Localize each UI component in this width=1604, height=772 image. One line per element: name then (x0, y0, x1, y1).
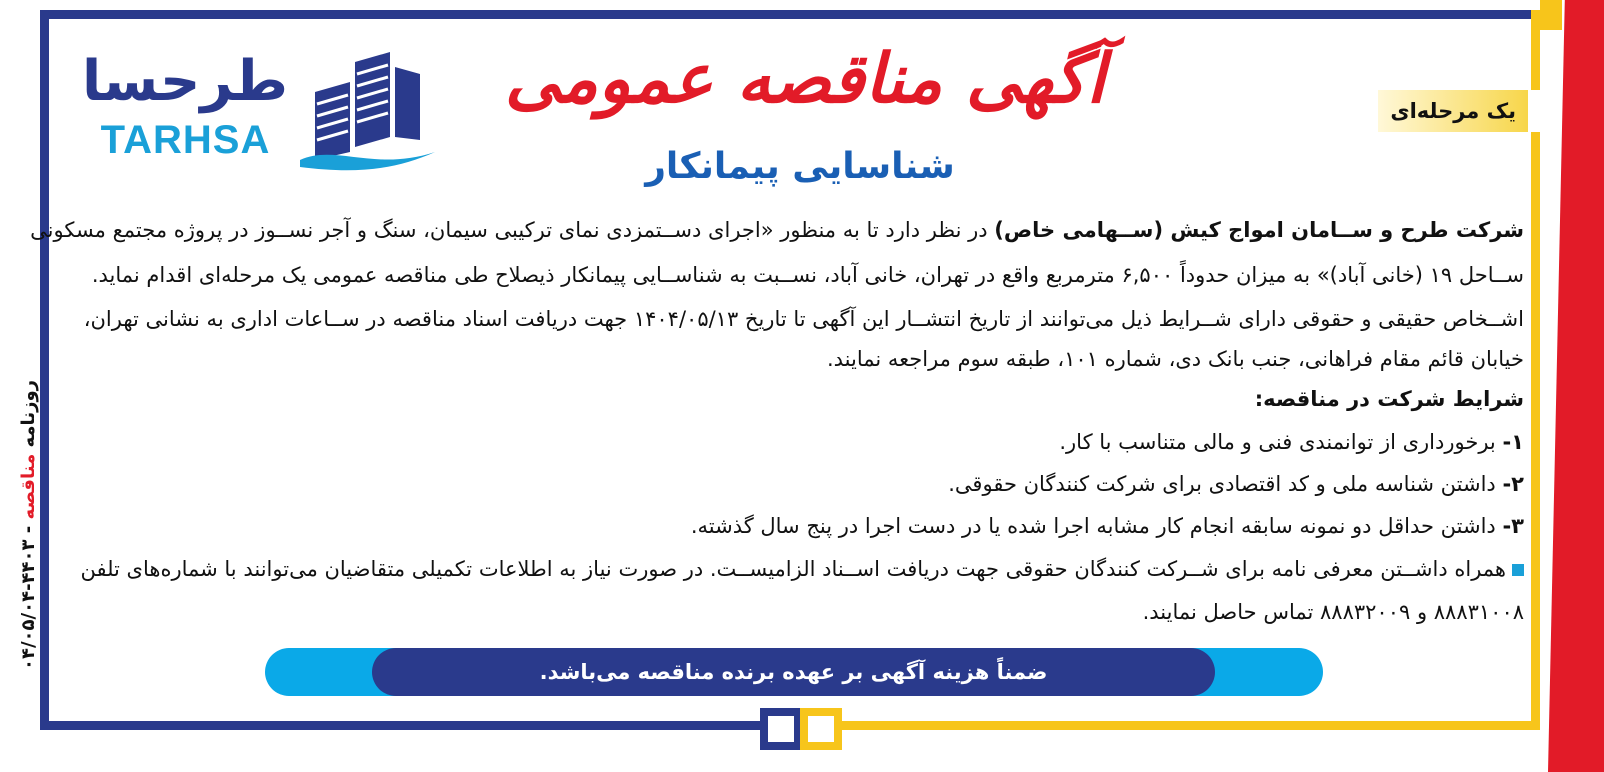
newspaper-side-caption (18, 290, 58, 670)
condition-2-number: ۲- (1502, 472, 1524, 496)
frame-right-top (1531, 10, 1540, 90)
footer-note: ضمناً هزینه آگهی بر عهده برنده مناقصه می‌باشد. (539, 660, 1048, 684)
company-name: شرکت طرح و ســامان امواج کیش (ســهامی خاص) (994, 218, 1524, 242)
yellow-square-ornament (800, 708, 842, 750)
paragraph-1-text: در نظر دارد تا به منظور «اجرای دســتمزدی نمای ترکیبی سیمان، سنگ و آجر نســوز در پروژه مجتمع مسکونی (30, 218, 995, 242)
blue-square-ornament (760, 708, 802, 750)
red-side-band (1548, 0, 1604, 772)
condition-2 (948, 472, 1524, 496)
condition-3-number: ۳- (1502, 514, 1524, 538)
condition-1-number: ۱- (1502, 430, 1524, 454)
note-line-1-text: همراه داشــتن معرفی نامه برای شــرکت کنندگان حقوقی جهت دریافت اســناد الزامیســت. در صورت نیاز به اطلاعات تکمیلی متقاضیان می‌توانند با شماره‌های تلفن (80, 557, 1506, 581)
side-issue: - ۴۴۰۳-۰۴/۰۵/۰۴ (18, 519, 39, 670)
paragraph-line-3: اشــخاص حقیقی و حقوقی دارای شــرایط ذیل می‌توانند از تاریخ انتشــار این آگهی تا تاریخ ۱۴۰۴/۰۵/۱۳ جهت دریافت اسناد مناقصه در ســاعات اداری به نشانی تهران، (83, 307, 1524, 331)
paragraph-line-2: ســاحل ۱۹ (خانی آباد)» به میزان حدوداً ۶,۵۰۰ مترمربع واقع در تهران، خانی آباد، نســبت به شناســایی پیمانکار ذیصلاح طی مناقصه عمومی یک مرحله‌ای اقدام نماید. (91, 263, 1524, 287)
note-line-2: ۸۸۸۳۱۰۰۸ و ۸۸۸۳۲۰۰۹ تماس حاصل نمایند. (1142, 600, 1524, 624)
frame-right (1531, 132, 1540, 730)
condition-3 (691, 514, 1524, 538)
page-subtitle: شناسایی پیمانکار (645, 146, 955, 187)
yellow-corner (1540, 0, 1562, 30)
square-bullet-icon (1512, 564, 1524, 576)
page-title: آگهی مناقصه عمومی (504, 40, 1106, 119)
logo-persian-text: طرحسا (82, 49, 288, 114)
frame-bottom-right (835, 721, 1540, 730)
paragraph-line-1 (30, 218, 1524, 242)
stage-badge (1378, 90, 1528, 132)
paragraph-line-4: خیابان قائم مقام فراهانی، جنب بانک دی، شماره ۱۰۱، طبقه سوم مراجعه نمایند. (826, 347, 1524, 371)
frame-bottom-left (40, 721, 760, 730)
footer-pill (372, 648, 1215, 696)
condition-1 (1059, 430, 1524, 454)
condition-1-text: برخورداری از توانمندی فنی و مالی متناسب با کار. (1059, 430, 1503, 454)
side-brand: مناقصه (18, 453, 39, 520)
frame-top (40, 10, 1540, 19)
conditions-heading: شرایط شرکت در مناقصه: (1254, 387, 1524, 411)
side-prefix: روزنامه (18, 380, 39, 454)
note-line-1 (80, 557, 1524, 581)
logo-english-text: TARHSA (100, 118, 271, 162)
condition-2-text: داشتن شناسه ملی و کد اقتصادی برای شرکت کنندگان حقوقی. (948, 472, 1503, 496)
building-logo-icon (295, 52, 440, 172)
condition-3-text: داشتن حداقل دو نمونه سابقه انجام کار مشابه اجرا شده یا در دست اجرا در پنج سال گذشته. (690, 514, 1503, 538)
stage-badge-label: یک مرحله‌ای (1390, 99, 1516, 123)
